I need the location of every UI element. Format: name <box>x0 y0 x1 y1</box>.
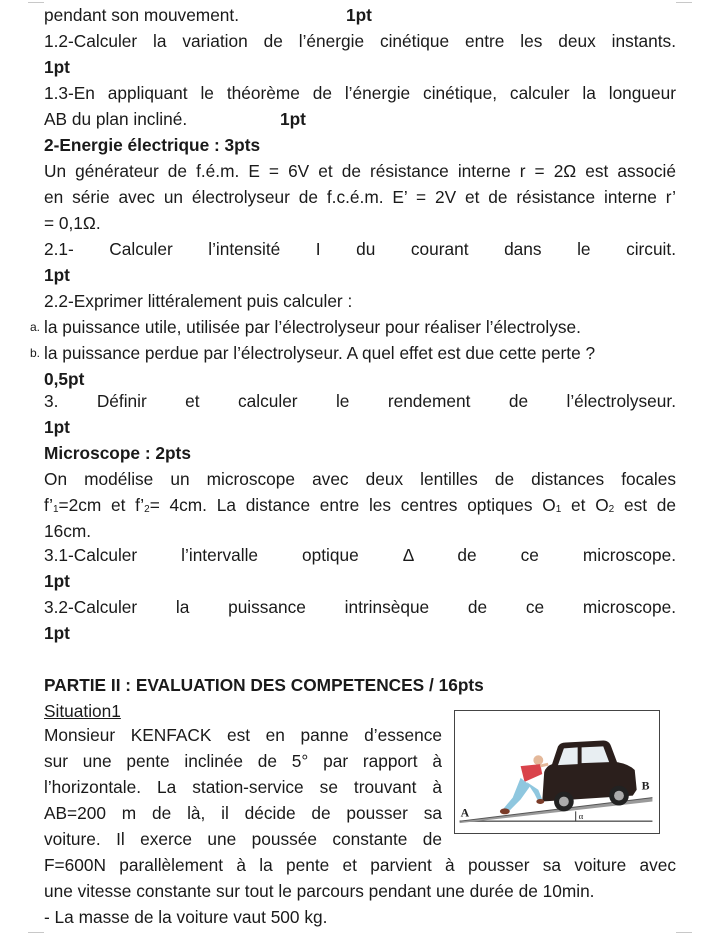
microscope-intro-line2 <box>44 492 676 518</box>
subscript: 2 <box>144 504 150 515</box>
points-badge: 1pt <box>44 57 70 77</box>
situation-line: F=600N parallèlement à la pente et parvient à pousser sa voiture avec <box>44 855 676 875</box>
subscript: 1 <box>52 504 59 515</box>
point-b-label: B <box>641 778 650 793</box>
question-1-3: 1.3-En appliquant le théorème de l’énergie cinétique, calculer la longueur <box>44 83 676 103</box>
section-title-energie-electrique: 2-Energie électrique : 3pts <box>44 135 261 155</box>
question-1-1-tail <box>44 2 372 28</box>
points-badge: 1pt <box>44 623 70 643</box>
text-part: est de <box>614 495 676 515</box>
list-item-a <box>30 314 581 340</box>
angle-alpha-label: α <box>578 811 584 822</box>
situation-line: voiture. Il exerce une poussée constante de <box>44 829 442 849</box>
points-badge: 1pt <box>44 417 70 437</box>
points-badge: 1pt <box>44 265 70 285</box>
points-badge: 1pt <box>280 109 306 129</box>
section2-intro-line2: en série avec un électrolyseur de f.c.é.m. E’ = 2V et de résistance interne r’ <box>44 187 676 207</box>
point-a-label: A <box>460 805 470 820</box>
microscope-intro-line3: 16cm. <box>44 521 92 541</box>
question-2-1: 2.1- Calculer l’intensité I du courant dans le circuit. <box>44 239 676 259</box>
question-text: AB du plan incliné. <box>44 109 188 129</box>
text-part: =2cm et f’ <box>58 495 145 515</box>
list-label: a. <box>30 320 41 334</box>
list-item-b <box>30 340 596 366</box>
question-1-3-line2 <box>44 106 306 132</box>
car-pushing-illustration-icon <box>455 711 659 833</box>
points-badge: 1pt <box>44 571 70 591</box>
page-corner-mark <box>28 2 44 3</box>
list-item-text: la puissance utile, utilisée par l’électrolyseur pour réaliser l’électrolyse. <box>44 317 581 337</box>
points-badge: 1pt <box>346 5 372 25</box>
situation-line: AB=200 m de là, il décide de pousser sa <box>44 803 442 823</box>
situation-line: une vitesse constante sur tout le parcours pendant une durée de 10min. <box>44 881 595 901</box>
question-3-2: 3.2-Calculer la puissance intrinsèque de ce microscope. <box>44 597 676 617</box>
microscope-intro-line1: On modélise un microscope avec deux lentilles de distances focales <box>44 469 676 489</box>
points-badge: 0,5pt <box>44 369 85 389</box>
part2-title: PARTIE II : EVALUATION DES COMPETENCES / 16pts <box>44 675 484 695</box>
section2-intro-line1: Un générateur de f.é.m. E = 6V et de résistance interne r = 2Ω est associé <box>44 161 676 181</box>
list-label: b. <box>30 346 41 360</box>
mass-line: - La masse de la voiture vaut 500 kg. <box>44 907 328 927</box>
question-3: 3. Définir et calculer le rendement de l’électrolyseur. <box>44 391 676 411</box>
section-title-microscope: Microscope : 2pts <box>44 443 191 463</box>
page-corner-mark <box>676 2 692 3</box>
question-3-1: 3.1-Calculer l’intervalle optique Δ de ce microscope. <box>44 545 676 565</box>
subscript: 2 <box>608 504 615 515</box>
question-1-2: 1.2-Calculer la variation de l’énergie cinétique entre les deux instants. <box>44 31 676 51</box>
text-part: = 4cm. La distance entre les centres optiques O <box>149 495 556 515</box>
list-item-text: la puissance perdue par l’électrolyseur. A quel effet est due cette perte ? <box>44 343 596 363</box>
page-corner-mark <box>676 932 692 933</box>
situation-line: Monsieur KENFACK est en panne d’essence <box>44 725 442 745</box>
question-text: pendant son mouvement. <box>44 5 240 25</box>
text-part: f’ <box>44 495 53 515</box>
incline-car-figure <box>454 710 660 834</box>
situation-line: sur une pente inclinée de 5° par rapport à <box>44 751 442 771</box>
subscript: 1 <box>555 504 562 515</box>
page-corner-mark <box>28 932 44 933</box>
section2-intro-line3: = 0,1Ω. <box>44 213 101 233</box>
situation-line: l’horizontale. La station-service se trouvant à <box>44 777 442 797</box>
question-2-2: 2.2-Exprimer littéralement puis calculer : <box>44 291 353 311</box>
situation-title: Situation1 <box>44 701 121 721</box>
text-part: et O <box>561 495 609 515</box>
